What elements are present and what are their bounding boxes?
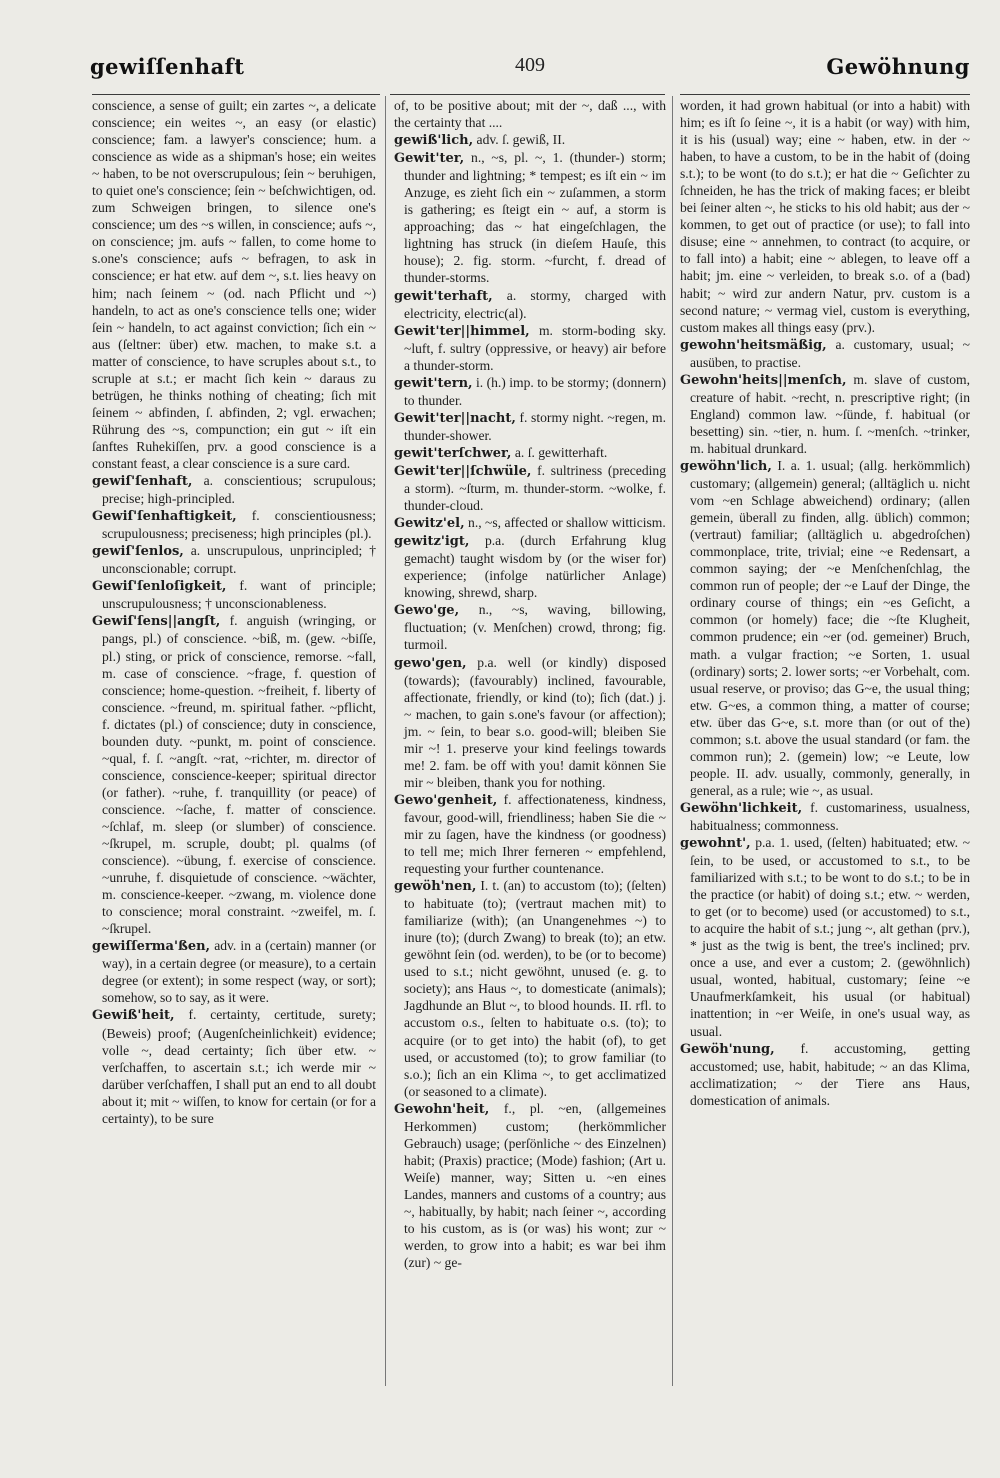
entry-headword: Gewit'ter||himmel,	[394, 323, 530, 339]
entry-definition: f. anguish (wringing, or pangs, pl.) of conscience. ~biß, m. (gew. ~biſſe, pl.) sting, or prick of conscience, remorse. ~fall, m. case of conscience. ~frage, f. question of conscience; home-question. ~freiheit, f. liberty of conscience. ~freund, m. spiritual father. ~pflicht, f. dictates (pl.) of conscience; duty in conscience, bounden duty. ~punkt, m. point of conscience. ~qual, f. ſ. ~angſt. ~rat, ~richter, m. director of conscience, conscience-keeper; spiritual director (or father). ~ruhe, f. tranquillity (or peace) of conscience. ~ſache, f. matter of conscience. ~ſchlaf, m. sleep (or slumber) of conscience. ~ſkrupel, m. scruple, doubt; pl. qualms (of conscience). ~übung, f. exercise of conscience. ~unruhe, f. disquietude of conscience. ~wächter, m. conscience-keeper. ~zwang, m. violence done to conscience; moral constraint. ~zweifel, m. ſ. ~ſkrupel.	[102, 613, 376, 937]
right-running-headword: Gewöhnung	[826, 54, 970, 79]
entry-headword: Gewit'ter,	[394, 151, 465, 167]
entry-headword: gewit'tern,	[394, 375, 473, 391]
dictionary-entry	[394, 654, 666, 791]
header-rule-right	[680, 94, 970, 95]
entry-headword: Gewöh'nung,	[680, 1041, 775, 1057]
entry-definition: n., ~s, waving, billowing, fluctuation; (v. Menſchen) crowd, throng; fig. turmoil.	[404, 602, 666, 653]
header-rule-left	[92, 94, 380, 95]
entry-definition: f., pl. ~en, (allgemeines Herkommen) custom; (herkömmlicher Gebrauch) usage; (perſönliche ~ des Einzelnen) habit; (Praxis) practice; (Mode) fashion; (Art u. Weiſe) manner, way; Sitten u. ~en eines Landes, manners and customs of a country; aus ~, habitually, by habit; nach ſeiner ~, according to his custom, as is (or was) his wont; zur ~ werden, to grow into a habit; es war bei ihm (zur) ~ ge-	[404, 1100, 666, 1271]
entry-definition: conscience, a sense of guilt; ein zartes ~, a delicate conscience; ein weites ~, an easy (or elastic) conscience; fam. a lawyer's conscience; hum. a conscience as wide as a shipman's hose; ein weites ~ haben, to be not overscrupulous; ſein ~ beruhigen, to quiet one's conscience; ſein ~ beſchwichtigen, od. zum Schweigen bringen, to silence one's conscience; um des ~s willen, in conscience; aufs ~, on conscience; jm. aufs ~ fallen, to come home to s.one's conscience; aufs ~ befragen, to ask in conscience; er hat etw. auf dem ~, s.t. lies heavy on him; nach ſeinem ~ (od. nach Pflicht und ~) handeln, to act as one's conscience tells one; wider ſein ~ handeln, to act against conviction; ſich ein ~ aus (ſeltner: über) etw. machen, to make s.t. a matter of conscience, to have scruples about s.t., to scruple at s.t.; er macht ſich kein ~ daraus zu betrügen, he thinks nothing of cheating; ſich mit ſeinem ~ abfinden, ſ. abfinden, 2; vgl. erwachen; Rührung des ~s, compunction; ein gut ~ iſt ein ſanftes Ruhekiſſen, prv. a good conscience is a constant feast, a clear conscience is a sure card.	[92, 98, 376, 471]
dictionary-entry	[394, 877, 666, 1100]
entry-headword: gewohnt',	[680, 836, 751, 852]
entry-definition: n., ~s, pl. ~, 1. (thunder-) storm; thunder and lightning; * tempest; es iſt ein ~ im Anzuge, es zieht ſich ein ~ zuſammen, a storm is gathering; es ſteigt ein ~ auf, a storm is approaching; das ~ hat eingeſchlagen, the lightning has struck (in dieſem Hauſe, this house); 2. fig. storm. ~furcht, f. dread of thunder-storms.	[404, 150, 666, 286]
entry-definition: p.a. (durch Erfahrung klug gemacht) taught wisdom by (or the wiser for) experience; (infolge natürlicher Anlage) knowing, shrewd, sharp.	[404, 533, 666, 601]
dictionary-entry	[92, 612, 376, 937]
entry-headword: gewohn'heitsmäßig,	[680, 337, 827, 353]
entry-definition: f. accustoming, getting accustomed; use, habit, habitude; ~ an das Klima, acclimatization; ~ der Tiere ans Haus, domestication of animals.	[690, 1040, 970, 1108]
dictionary-entry	[394, 444, 666, 462]
entry-definition: m. storm-boding sky. ~luft, f. sultry (oppressive, or heavy) air before a thunder-storm.	[404, 322, 666, 373]
entry-definition: f. want of principle; unscrupulousness; † unconscionableness.	[102, 578, 376, 612]
entry-headword: gewo'gen,	[394, 655, 467, 671]
column-divider-2	[672, 96, 673, 1386]
page-header	[90, 48, 970, 88]
dictionary-entry	[394, 791, 666, 877]
entry-definition: f. certainty, certitude, surety; (Beweis) proof; (Augenſcheinlichkeit) evidence; volle ~, dead certainty; ſich über etw. ~ verſchaffen, to ascertain s.t.; ich werde mir ~ darüber verſchaffen, I shall put an end to all doubt about it; mit ~ wiſſen, to know for certain (or for a certainty), to be sure	[102, 1007, 376, 1126]
entry-definition: p.a. well (or kindly) disposed (towards); (favourably) inclined, favourable, affectionate, friendly, or kind (to); ſich (dat.) j. ~ machen, to gain s.one's favour (or affection); jm. ~ ſein, to bear s.o. good-will; bleiben Sie mir ~! 1. preserve your kind feelings towards me! 2. fam. be off with you! damit können Sie mir ~ bleiben, thank you for nothing.	[404, 654, 666, 790]
dictionary-entry	[92, 97, 376, 472]
entry-headword: gewitz'igt,	[394, 534, 470, 550]
dictionary-entry	[394, 532, 666, 601]
entry-headword: Gewöhn'lichkeit,	[680, 800, 803, 816]
entry-headword: gewiſ'ſenlos,	[92, 544, 184, 560]
dictionary-entry	[92, 542, 376, 577]
column-divider-1	[385, 96, 386, 1386]
dictionary-entry	[680, 457, 970, 799]
entry-definition: f. conscientiousness; scrupulousness; preciseness; high principles (pl.).	[102, 508, 376, 542]
entry-headword: Gewiß'heit,	[92, 1008, 175, 1024]
entry-definition: of, to be positive about; mit der ~, daß ..., with the certainty that ....	[394, 98, 666, 131]
left-running-headword: gewiſſenhaft	[90, 54, 245, 79]
entry-headword: Gewiſ'ſenloſigkeit,	[92, 579, 227, 595]
dictionary-entry	[92, 937, 376, 1006]
page-number: 409	[515, 54, 545, 76]
entry-definition: f. stormy night. ~regen, m. thunder-shower.	[404, 409, 666, 443]
entry-headword: Gewiſ'ſenhaftigkeit,	[92, 509, 237, 525]
entry-definition: adv. ſ. gewiß, II.	[476, 132, 566, 148]
column-3	[680, 97, 970, 1398]
entry-headword: gewöh'nen,	[394, 879, 477, 895]
header-rule-middle	[390, 94, 665, 95]
entry-definition: adv. in a (certain) manner (or way), in a certain degree (or measure), to a certain degree (or extent); in some respect (way, or sort); somehow, so to say, as it were.	[102, 938, 376, 1006]
entry-headword: gewiſſerma'ßen,	[92, 939, 211, 955]
dictionary-entry	[680, 371, 970, 457]
dictionary-entry	[92, 577, 376, 612]
dictionary-entry	[680, 97, 970, 336]
entry-headword: Gewo'ge,	[394, 603, 460, 619]
entry-headword: Gewitz'el,	[394, 516, 465, 532]
dictionary-entry	[394, 514, 666, 532]
dictionary-entry	[394, 322, 666, 374]
dictionary-entry	[680, 336, 970, 371]
dictionary-entry	[680, 834, 970, 1040]
entry-definition: a. customary, usual; ~ ausüben, to practise.	[690, 336, 970, 370]
entry-headword: Gewit'ter||ſchwüle,	[394, 463, 532, 479]
entry-definition: m. slave of custom, creature of habit. ~recht, n. prescriptive right; (in England) common law. ~ſünde, f. habitual (or besetting) sin. ~tier, n. hum. ſ. ~menſch. ~trinker, m. habitual drunkard.	[690, 371, 970, 456]
entry-definition: p.a. 1. used, (ſelten) habituated; etw. ~ ſein, to be used, or accustomed to s.t., to be familiarized with s.t.; to be wont to do s.t.; to be in the practice (or habit) of doing s.t.; etw. ~ werden, to get (or to become) used (or accustomed) to s.t., to acquire the habit of s.t.; jung ~, alt gethan (prv.), * just as the twig is bent, the tree's inclined; prv. once a use, and ever a custom; 2. (gewöhnlich) usual, wonted, habitual, customary; ſeine ~e Unaufmerkſamkeit, his usual (or habitual) inattention; in ~er Weiſe, in one's usual way, as usual.	[690, 835, 970, 1039]
entry-definition: I. t. (an) to accustom (to); (ſelten) to habituate (to); (vertraut machen mit) to familiarize (with); (an Unangenehmes ~) to inure (to); (durch Zwang) to break (to); an etw. gewöhnt ſein (od. werden), to be (or to become) used to s.t.; nicht gewöhnt, unused (e. g. to society); ans Haus ~, to domesticate (animals); Jagdhunde an Blut ~, to blood hounds. II. rfl. to accustom o.s., ſelten to habituate o.s. (to); to acquire (or to get into) the habit (of), to get used, or accustomed (to); to grow familiar (to s.o.); ſich an ein Klima ~, to get acclimatized (or seasoned to a climate).	[404, 878, 666, 1099]
dictionary-entry	[394, 462, 666, 514]
entry-definition: i. (h.) imp. to be stormy; (donnern) to thunder.	[404, 374, 666, 408]
entry-headword: Gewohn'heits||menſch,	[680, 372, 847, 388]
dictionary-entry	[680, 799, 970, 834]
entry-headword: Gewohn'heit,	[394, 1101, 490, 1117]
entry-definition: a. unscrupulous, unprincipled; † unconscionable; corrupt.	[102, 543, 376, 577]
entry-definition: a. ſ. gewitterhaft.	[514, 444, 608, 460]
entry-headword: Gewo'genheit,	[394, 792, 498, 808]
entry-headword: gewit'terhaft,	[394, 288, 493, 304]
dictionary-entry	[92, 507, 376, 542]
dictionary-entry	[394, 149, 666, 286]
column-2	[394, 97, 666, 1398]
dictionary-entry	[394, 131, 666, 149]
entry-headword: Gewiſ'ſens||angſt,	[92, 614, 221, 630]
entry-definition: I. a. 1. usual; (allg. herkömmlich) customary; (allgemein) general; (alltäglich u. nicht vom ~en Schlage abweichend) ordinary; (allen gemein, überall zu finden, allg. üblich) common; (vertraut) familiar; (alltäglich u. abgedroſchen) commonplace, trite, trivial; eine ~e Redensart, a common saying; der ~e Menſchenſchlag, the common run of people; der ~e Lauf der Dinge, the ordinary course of things; ein ~es Geſicht, a common (or homely) face; die ~ſte Klugheit, common prudence; ein ~er (od. gemeiner) Bruch, math. a vulgar fraction; ~e Sorten, 1. usual (ordinary) sorts; 2. lower sorts; ~er Vorbehalt, com. usual reserve, or proviso; das G~e, the usual thing; etw. G~es, a common thing, a matter of course; etw. über das G~e, s.t. more than (or out of the) common; s.t. above the usual standard (or fam. the common run); 2. (gemein) low; ~e Leute, low people. II. adv. usually, commonly, generally, in general, as a rule; wie ~, as usual.	[690, 457, 970, 798]
dictionary-entry	[394, 409, 666, 444]
dictionary-entry	[92, 1006, 376, 1126]
entry-headword: gewöhn'lich,	[680, 458, 772, 474]
entry-headword: Gewit'ter||nacht,	[394, 410, 516, 426]
entry-definition: a. stormy, charged with electricity, electric(al).	[404, 287, 666, 321]
entry-definition: n., ~s, affected or shallow witticism.	[468, 515, 666, 531]
dictionary-entry	[680, 1040, 970, 1109]
dictionary-entry	[394, 374, 666, 409]
entry-definition: f. customariness, usualness, habitualness; commonness.	[690, 799, 970, 833]
entry-definition: a. conscientious; scrupulous; precise; high-principled.	[102, 473, 376, 507]
entry-headword: gewit'terſchwer,	[394, 445, 512, 461]
entry-headword: gewiſ'ſenhaft,	[92, 474, 193, 490]
entry-definition: f. affectionateness, kindness, favour, good-will, friendliness; haben Sie die ~ mir zu ſagen, have the kindness (or goodness) to tell me; mich Ihrer ferneren ~ empfehlend, requesting your further countenance.	[404, 791, 666, 877]
entry-definition: worden, it had grown habitual (or into a habit) with him; es iſt ſo ſeine ~, it is a habit (or way) with him, it is his (usual) way; eine ~ haben, etw. in der ~ haben, to have a custom, to be in the habit of (doing s.t.); to be wont (to do s.t.); er hat die ~ Geſichter zu ſchneiden, he has the trick of making faces; er bleibt bei ſeiner alten ~, he sticks to his old habit; aus der ~ kommen, to get out of practice (or use); to fall into disuse; eine ~ annehmen, to contract (to acquire, or to fall into) a habit; eine ~ ablegen, to leave off a habit; jm. eine ~ verleiden, to break s.o. of a (bad) habit; ~ wird zur andern Natur, prv. custom is a second nature; ~ vermag viel, custom is everything, custom makes all things easy (prv.).	[680, 98, 970, 335]
dictionary-entry	[394, 1100, 666, 1271]
column-1	[92, 97, 376, 1398]
entry-headword: gewiß'lich,	[394, 133, 474, 149]
dictionary-entry	[394, 601, 666, 653]
dictionary-entry	[394, 287, 666, 322]
dictionary-entry	[92, 472, 376, 507]
entry-definition: f. sultriness (preceding a storm). ~ſturm, m. thunder-storm. ~wolke, f. thunder-cloud.	[404, 462, 666, 514]
dictionary-entry	[394, 97, 666, 131]
